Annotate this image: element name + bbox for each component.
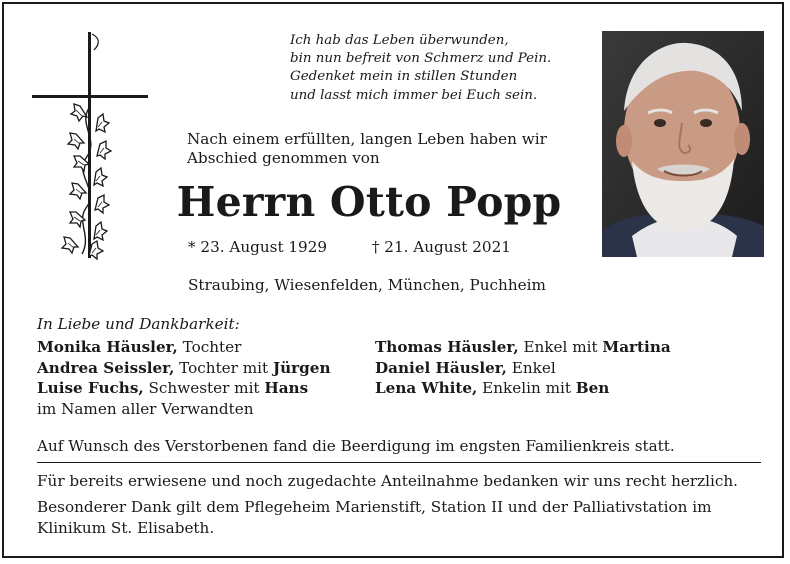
- mourner-name: Luise Fuchs,: [37, 379, 144, 397]
- birth-date: * 23. August 1929: [188, 238, 328, 256]
- intro-line: Abschied genommen von: [187, 149, 380, 167]
- deceased-name: Herrn Otto Popp: [176, 178, 562, 226]
- mourners-left: [37, 337, 331, 419]
- mourner-relation: im Namen aller Verwandten: [37, 399, 254, 418]
- mourner-name: Lena White,: [375, 379, 478, 397]
- mourner-relation: Enkel: [506, 358, 556, 377]
- mourner-partner: Jürgen: [272, 358, 331, 377]
- mourner-row: [375, 358, 671, 379]
- mourner-row: [37, 358, 331, 379]
- thanks-note: Für bereits erwiesene und noch zugedachte Anteilnahme bedanken wir uns recht herzlich.: [37, 472, 738, 490]
- mourner-partner: Ben: [575, 379, 610, 397]
- mourner-relation: Enkel mit: [518, 338, 603, 356]
- cross-with-ivy-icon: [30, 30, 154, 262]
- intro-text: [187, 130, 587, 168]
- mourner-relation: Enkelin mit: [477, 379, 576, 397]
- death-date: † 21. August 2021: [371, 238, 511, 256]
- poem-line: bin nun befreit von Schmerz und Pein.: [290, 51, 552, 67]
- mourner-relation: Schwester mit: [143, 379, 265, 397]
- mourner-row: [37, 399, 331, 420]
- poem-line: Ich hab das Leben überwunden,: [290, 33, 509, 48]
- life-dates: [188, 238, 511, 256]
- mourner-partner: Hans: [264, 379, 309, 397]
- funeral-note: Auf Wunsch des Verstorbenen fand die Beerdigung im engsten Familienkreis statt.: [37, 437, 675, 455]
- mourner-row: [375, 337, 671, 358]
- mourner-name: Monika Häusler,: [37, 338, 178, 356]
- obituary-card: [2, 2, 784, 558]
- mourner-name: Andrea Seissler,: [37, 358, 175, 377]
- poem: [290, 32, 590, 105]
- mourner-relation: Tochter mit: [174, 358, 273, 377]
- poem-line: und lasst mich immer bei Euch sein.: [290, 87, 538, 103]
- special-thanks: Besonderer Dank gilt dem Pflegeheim Marienstift, Station II und der Palliativstation im Klinikum St. Elisabeth.: [37, 498, 712, 537]
- mourner-partner: Martina: [602, 338, 671, 356]
- mourner-relation: Tochter: [177, 338, 242, 356]
- mourners-right: [375, 337, 671, 399]
- poem-line: Gedenket mein in stillen Stunden: [290, 69, 518, 85]
- mourner-row: [37, 378, 331, 399]
- mourner-name: Thomas Häusler,: [375, 338, 519, 356]
- intro-line: Nach einem erfüllten, langen Leben haben wir: [187, 130, 547, 148]
- places: Straubing, Wiesenfelden, München, Puchheim: [188, 276, 546, 294]
- mourner-name: Daniel Häusler,: [375, 358, 507, 377]
- divider: [37, 462, 761, 463]
- mourner-row: [37, 337, 331, 358]
- portrait-photo: [602, 31, 764, 257]
- thanks-heading: In Liebe und Dankbarkeit:: [37, 315, 240, 333]
- mourner-row: [375, 378, 671, 399]
